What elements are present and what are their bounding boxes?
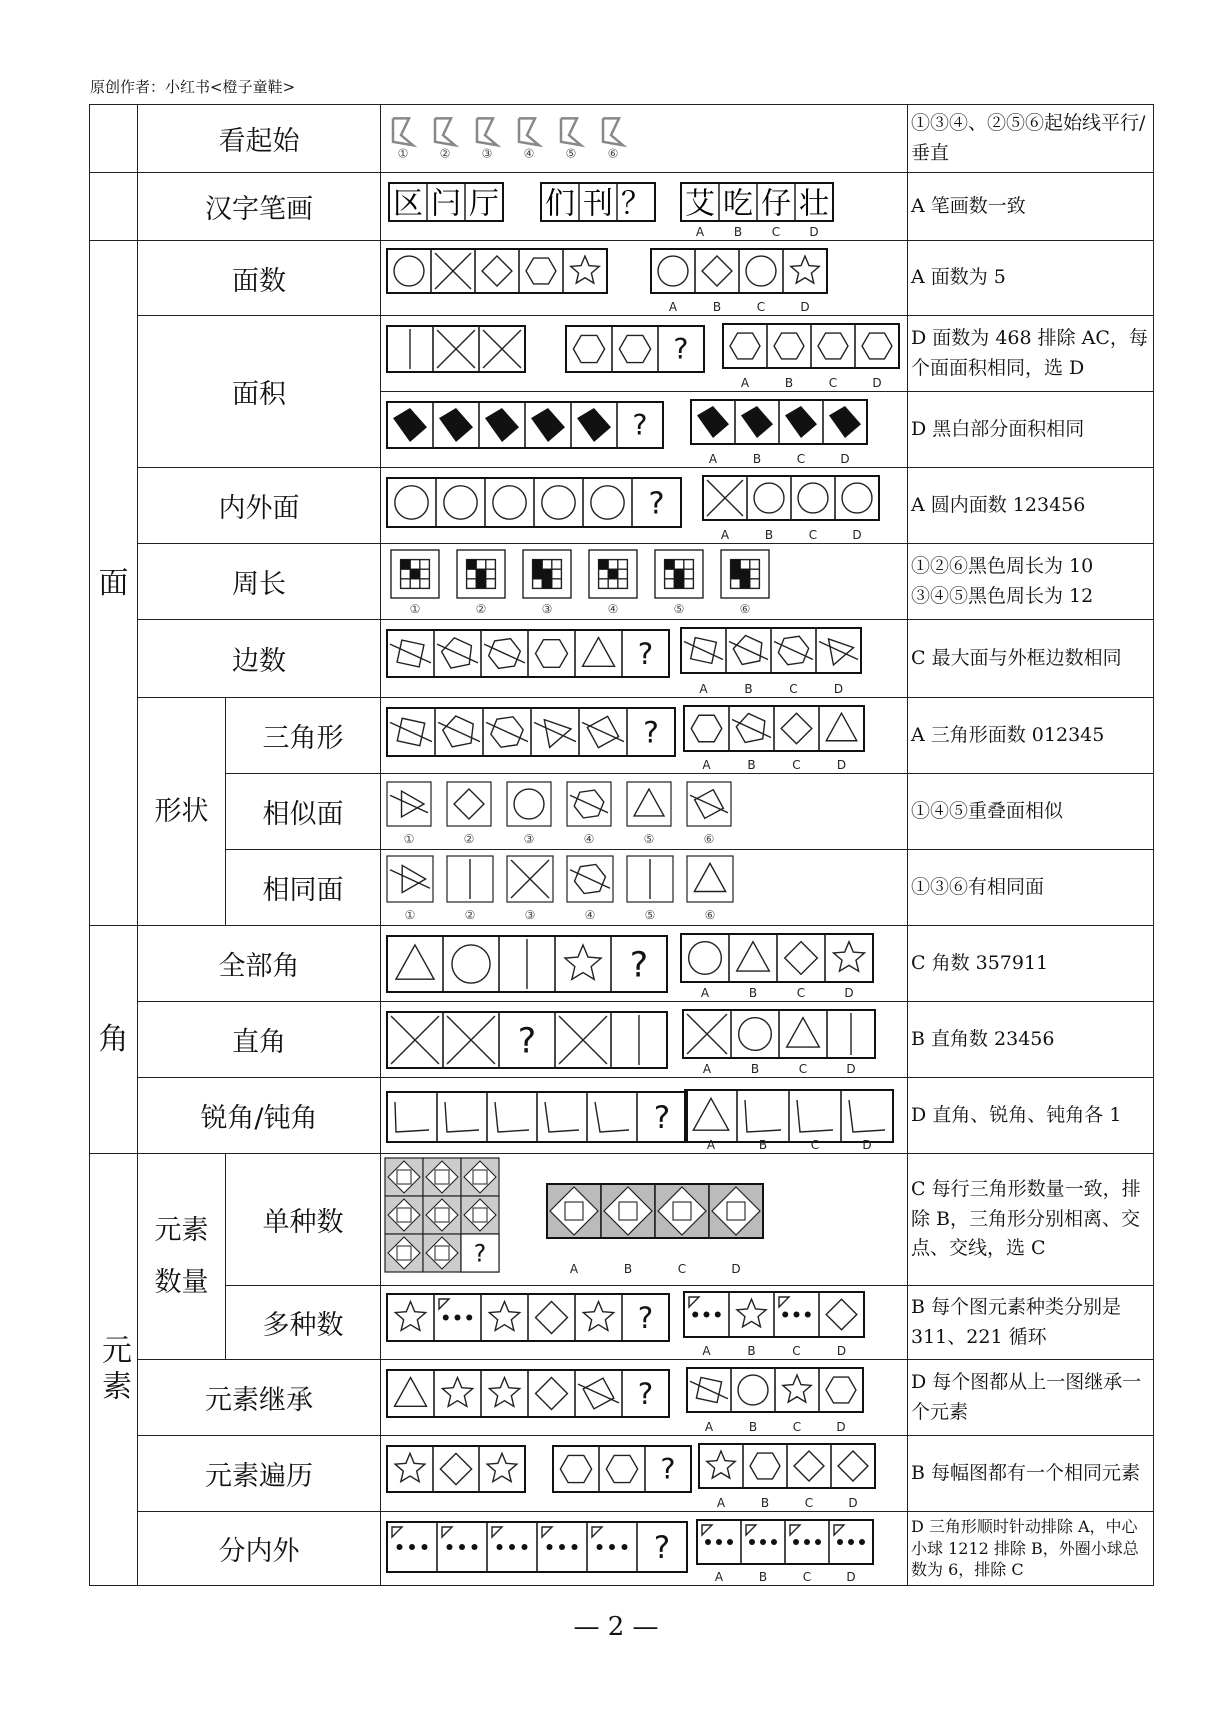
option-number: ① [403, 832, 415, 846]
question-mark: ? [643, 715, 659, 751]
option-letter: C [756, 300, 766, 314]
question-mark: ? [653, 1100, 671, 1136]
figure-cell [381, 1360, 908, 1436]
row-label: 单种数 [226, 1154, 381, 1286]
row-note: ①③⑥有相同面 [908, 850, 1154, 926]
option-letter: A [714, 1570, 724, 1584]
option-letter: C [792, 1344, 801, 1358]
option-letter: A [700, 986, 710, 1000]
puzzle-figure [381, 1286, 907, 1359]
option-letter: A [708, 452, 718, 466]
option-letter: D [836, 1344, 847, 1358]
option-letter: A [569, 1262, 579, 1276]
figure-cell [381, 850, 908, 926]
row-note: A 笔画数一致 [908, 173, 1154, 241]
option-letter: A [699, 682, 708, 696]
option-number: ② [439, 146, 451, 161]
option-letter: A [702, 1344, 711, 1358]
option-letter: C [677, 1262, 687, 1276]
row-label: 多种数 [226, 1286, 381, 1360]
figure-cell [381, 1436, 908, 1512]
question-mark: ? [653, 1530, 671, 1566]
option-letter: C [771, 225, 781, 239]
option-number: ⑤ [644, 908, 656, 922]
question-mark: ? [517, 1021, 537, 1062]
question-mark: ? [673, 333, 689, 367]
hanzi-char: 艾 [685, 186, 715, 222]
option-letter: D [844, 986, 854, 1000]
option-number: ⑥ [739, 602, 751, 616]
option-letter: D [833, 682, 844, 696]
row-mianshu [90, 241, 1154, 316]
row-label: 汉字笔画 [138, 173, 381, 241]
option-letter: D [852, 528, 862, 542]
figure-cell [381, 544, 908, 620]
puzzle-figure [381, 1002, 907, 1077]
question-mark: ? [660, 1453, 676, 1487]
row-note: B 每个图元素种类分别是 311、221 循环 [908, 1286, 1154, 1360]
option-letter: C [796, 986, 806, 1000]
puzzle-figure [381, 392, 907, 467]
category-jiao: 角 [90, 926, 138, 1154]
option-number: ③ [541, 602, 553, 616]
subcategory-xingzhuang: 形状 [138, 698, 226, 926]
row-label: 锐角/钝角 [138, 1078, 381, 1154]
puzzle-figure [381, 698, 907, 773]
row-xiangtongmian [90, 850, 1154, 926]
row-label: 分内外 [138, 1512, 381, 1586]
row-note: D 直角、锐角、钝角各 1 [908, 1078, 1154, 1154]
option-number: ④ [607, 602, 619, 616]
option-letter: A [702, 758, 711, 772]
option-number: ② [475, 602, 487, 616]
option-letter: D [836, 758, 847, 772]
row-quanbujiao [90, 926, 1154, 1002]
option-number: ② [463, 832, 475, 846]
question-mark: ? [648, 486, 665, 522]
row-label: 面积 [138, 316, 381, 468]
option-letter: C [804, 1496, 814, 1510]
row-jicheng [90, 1360, 1154, 1436]
option-letter: A [706, 1138, 716, 1152]
puzzle-figure [381, 1154, 907, 1285]
empty-category [90, 105, 138, 173]
option-letter: A [702, 1062, 712, 1076]
row-note: ①④⑤重叠面相似 [908, 774, 1154, 850]
puzzle-figure [381, 926, 907, 1001]
option-letter: B [750, 1062, 760, 1076]
hanzi-char: 闩 [431, 186, 461, 222]
puzzle-figure [381, 620, 907, 697]
question-mark: ? [632, 409, 648, 443]
row-label: 周长 [138, 544, 381, 620]
option-letter: D [862, 1138, 872, 1152]
option-number: ③ [481, 146, 493, 161]
option-letter: B [623, 1262, 633, 1276]
option-letter: C [792, 758, 801, 772]
option-letter: D [848, 1496, 858, 1510]
puzzle-figure [381, 850, 907, 925]
option-letter: B [758, 1570, 768, 1584]
option-letter: D [846, 1570, 856, 1584]
row-note: A 三角形面数 012345 [908, 698, 1154, 774]
figure-cell [381, 1002, 908, 1078]
option-number: ④ [523, 146, 535, 161]
option-letter: B [760, 1496, 770, 1510]
figure-cell [381, 698, 908, 774]
puzzle-figure [381, 468, 907, 543]
row-mianji-1 [90, 316, 1154, 392]
puzzle-figure [381, 241, 907, 315]
option-letter: C [796, 452, 806, 466]
option-number: ① [409, 602, 421, 616]
puzzle-figure [381, 316, 907, 391]
option-letter: B [744, 682, 753, 696]
option-letter: D [836, 1420, 846, 1434]
option-letter: A [720, 528, 730, 542]
option-number: ⑥ [703, 832, 715, 846]
row-note: D 三角形顺时针动排除 A，中心小球 1212 排除 B，外圈小球总数为 6，排除 C [908, 1512, 1154, 1586]
option-letter: B [758, 1138, 768, 1152]
row-zhouchang [90, 544, 1154, 620]
option-letter: A [704, 1420, 714, 1434]
row-fenneiwai [90, 1512, 1154, 1586]
option-number: ③ [523, 832, 535, 846]
option-number: ④ [583, 832, 595, 846]
hanzi-char: 吃 [723, 186, 753, 222]
row-note: C 最大面与外框边数相同 [908, 620, 1154, 698]
row-zhijiao [90, 1002, 1154, 1078]
option-number: ⑥ [704, 908, 716, 922]
puzzle-figure [381, 774, 907, 849]
subcategory-label: 元素数量 [154, 1215, 209, 1298]
option-letter: C [789, 682, 798, 696]
row-note: A 面数为 5 [908, 241, 1154, 316]
row-note: D 黑白部分面积相同 [908, 392, 1154, 468]
puzzle-figure [381, 105, 907, 172]
option-letter: D [840, 452, 850, 466]
row-ruijiao [90, 1078, 1154, 1154]
option-letter: A [695, 225, 705, 239]
row-kanqishi [90, 105, 1154, 173]
figure-cell [381, 241, 908, 316]
subcategory-yuansu-shuliang [138, 1154, 226, 1360]
question-mark: ? [473, 1239, 487, 1268]
option-letter: B [752, 452, 762, 466]
puzzle-figure [381, 1512, 907, 1585]
row-label: 全部角 [138, 926, 381, 1002]
reasoning-table [89, 104, 1154, 1586]
option-letter: B [748, 986, 758, 1000]
question-mark: ? [637, 1376, 654, 1411]
row-label: 元素遍历 [138, 1436, 381, 1512]
option-number: ① [404, 908, 416, 922]
hanzi-char: 刊 [583, 186, 613, 222]
figure-cell [381, 1078, 908, 1154]
option-letter: A [740, 376, 750, 390]
row-label: 三角形 [226, 698, 381, 774]
option-number: ⑥ [607, 146, 619, 161]
option-letter: C [810, 1138, 820, 1152]
row-bianli [90, 1436, 1154, 1512]
hanzi-char: 仔 [761, 186, 791, 222]
option-letter: D [846, 1062, 856, 1076]
row-bianshu [90, 620, 1154, 698]
option-letter: C [798, 1062, 808, 1076]
option-letter: C [802, 1570, 812, 1584]
puzzle-figure [381, 1436, 907, 1511]
row-note: D 面数为 468 排除 AC，每个面面积相同，选 D [908, 316, 1154, 392]
option-number: ① [397, 146, 409, 161]
row-label: 元素继承 [138, 1360, 381, 1436]
option-letter: B [747, 1344, 756, 1358]
row-label: 相同面 [226, 850, 381, 926]
option-letter: A [716, 1496, 726, 1510]
row-sanjiaoxing [90, 698, 1154, 774]
row-label: 内外面 [138, 468, 381, 544]
row-hanzi [90, 173, 1154, 241]
author-credit: 原创作者：小红书<橙子童鞋> [90, 78, 296, 96]
row-note: C 每行三角形数量一致，排除 B，三角形分别相离、交点、交线，选 C [908, 1154, 1154, 1286]
option-number: ⑤ [565, 146, 577, 161]
option-letter: D [731, 1262, 741, 1276]
row-note: ①②⑥黑色周长为 10 ③④⑤黑色周长为 12 [908, 544, 1154, 620]
row-label: 边数 [138, 620, 381, 698]
category-mian: 面 [90, 241, 138, 926]
figure-cell [381, 105, 908, 173]
option-number: ② [464, 908, 476, 922]
question-mark: ? [637, 1300, 654, 1335]
option-letter: A [668, 300, 678, 314]
option-number: ⑤ [673, 602, 685, 616]
row-danzhongshu [90, 1154, 1154, 1286]
page-number: — 2 — [573, 1612, 659, 1642]
figure-cell [381, 468, 908, 544]
figure-cell [381, 620, 908, 698]
hanzi-char: 们 [545, 186, 575, 222]
row-note: B 每幅图都有一个相同元素 [908, 1436, 1154, 1512]
option-letter: C [792, 1420, 802, 1434]
row-label: 面数 [138, 241, 381, 316]
row-duozhongshu [90, 1286, 1154, 1360]
hanzi-char: 壮 [799, 186, 829, 222]
option-letter: D [809, 225, 819, 239]
option-number: ⑤ [643, 832, 655, 846]
puzzle-figure [381, 544, 907, 619]
option-letter: B [712, 300, 722, 314]
option-letter: B [748, 1420, 758, 1434]
figure-cell [381, 392, 908, 468]
option-letter: D [800, 300, 810, 314]
question-mark: ? [637, 636, 654, 671]
puzzle-figure [381, 173, 907, 240]
option-letter: B [784, 376, 794, 390]
category-yuansu: 元素 [90, 1154, 138, 1586]
option-letter: B [764, 528, 774, 542]
row-note: ①③④、②⑤⑥起始线平行/垂直 [908, 105, 1154, 173]
option-number: ③ [524, 908, 536, 922]
option-letter: C [828, 376, 838, 390]
row-label: 相似面 [226, 774, 381, 850]
row-note: A 圆内面数 123456 [908, 468, 1154, 544]
figure-cell [381, 774, 908, 850]
option-letter: D [872, 376, 882, 390]
row-note: D 每个图都从上一图继承一个元素 [908, 1360, 1154, 1436]
figure-cell [381, 316, 908, 392]
figure-cell [381, 173, 908, 241]
empty-category [90, 173, 138, 241]
question-mark: ? [629, 945, 649, 986]
row-note: C 角数 357911 [908, 926, 1154, 1002]
figure-cell [381, 1154, 908, 1286]
row-xiangsimian [90, 774, 1154, 850]
row-label: 直角 [138, 1002, 381, 1078]
row-neiwaimian [90, 468, 1154, 544]
row-label: 看起始 [138, 105, 381, 173]
figure-cell [381, 1512, 908, 1586]
option-letter: C [808, 528, 818, 542]
hanzi-char: 厅 [469, 186, 499, 222]
hanzi-char: ？ [621, 186, 651, 222]
puzzle-figure [381, 1360, 907, 1435]
puzzle-figure [381, 1078, 907, 1153]
figure-cell [381, 1286, 908, 1360]
hanzi-char: 区 [393, 186, 423, 222]
row-note: B 直角数 23456 [908, 1002, 1154, 1078]
option-letter: B [747, 758, 756, 772]
option-letter: B [733, 225, 743, 239]
option-number: ④ [584, 908, 596, 922]
figure-cell [381, 926, 908, 1002]
